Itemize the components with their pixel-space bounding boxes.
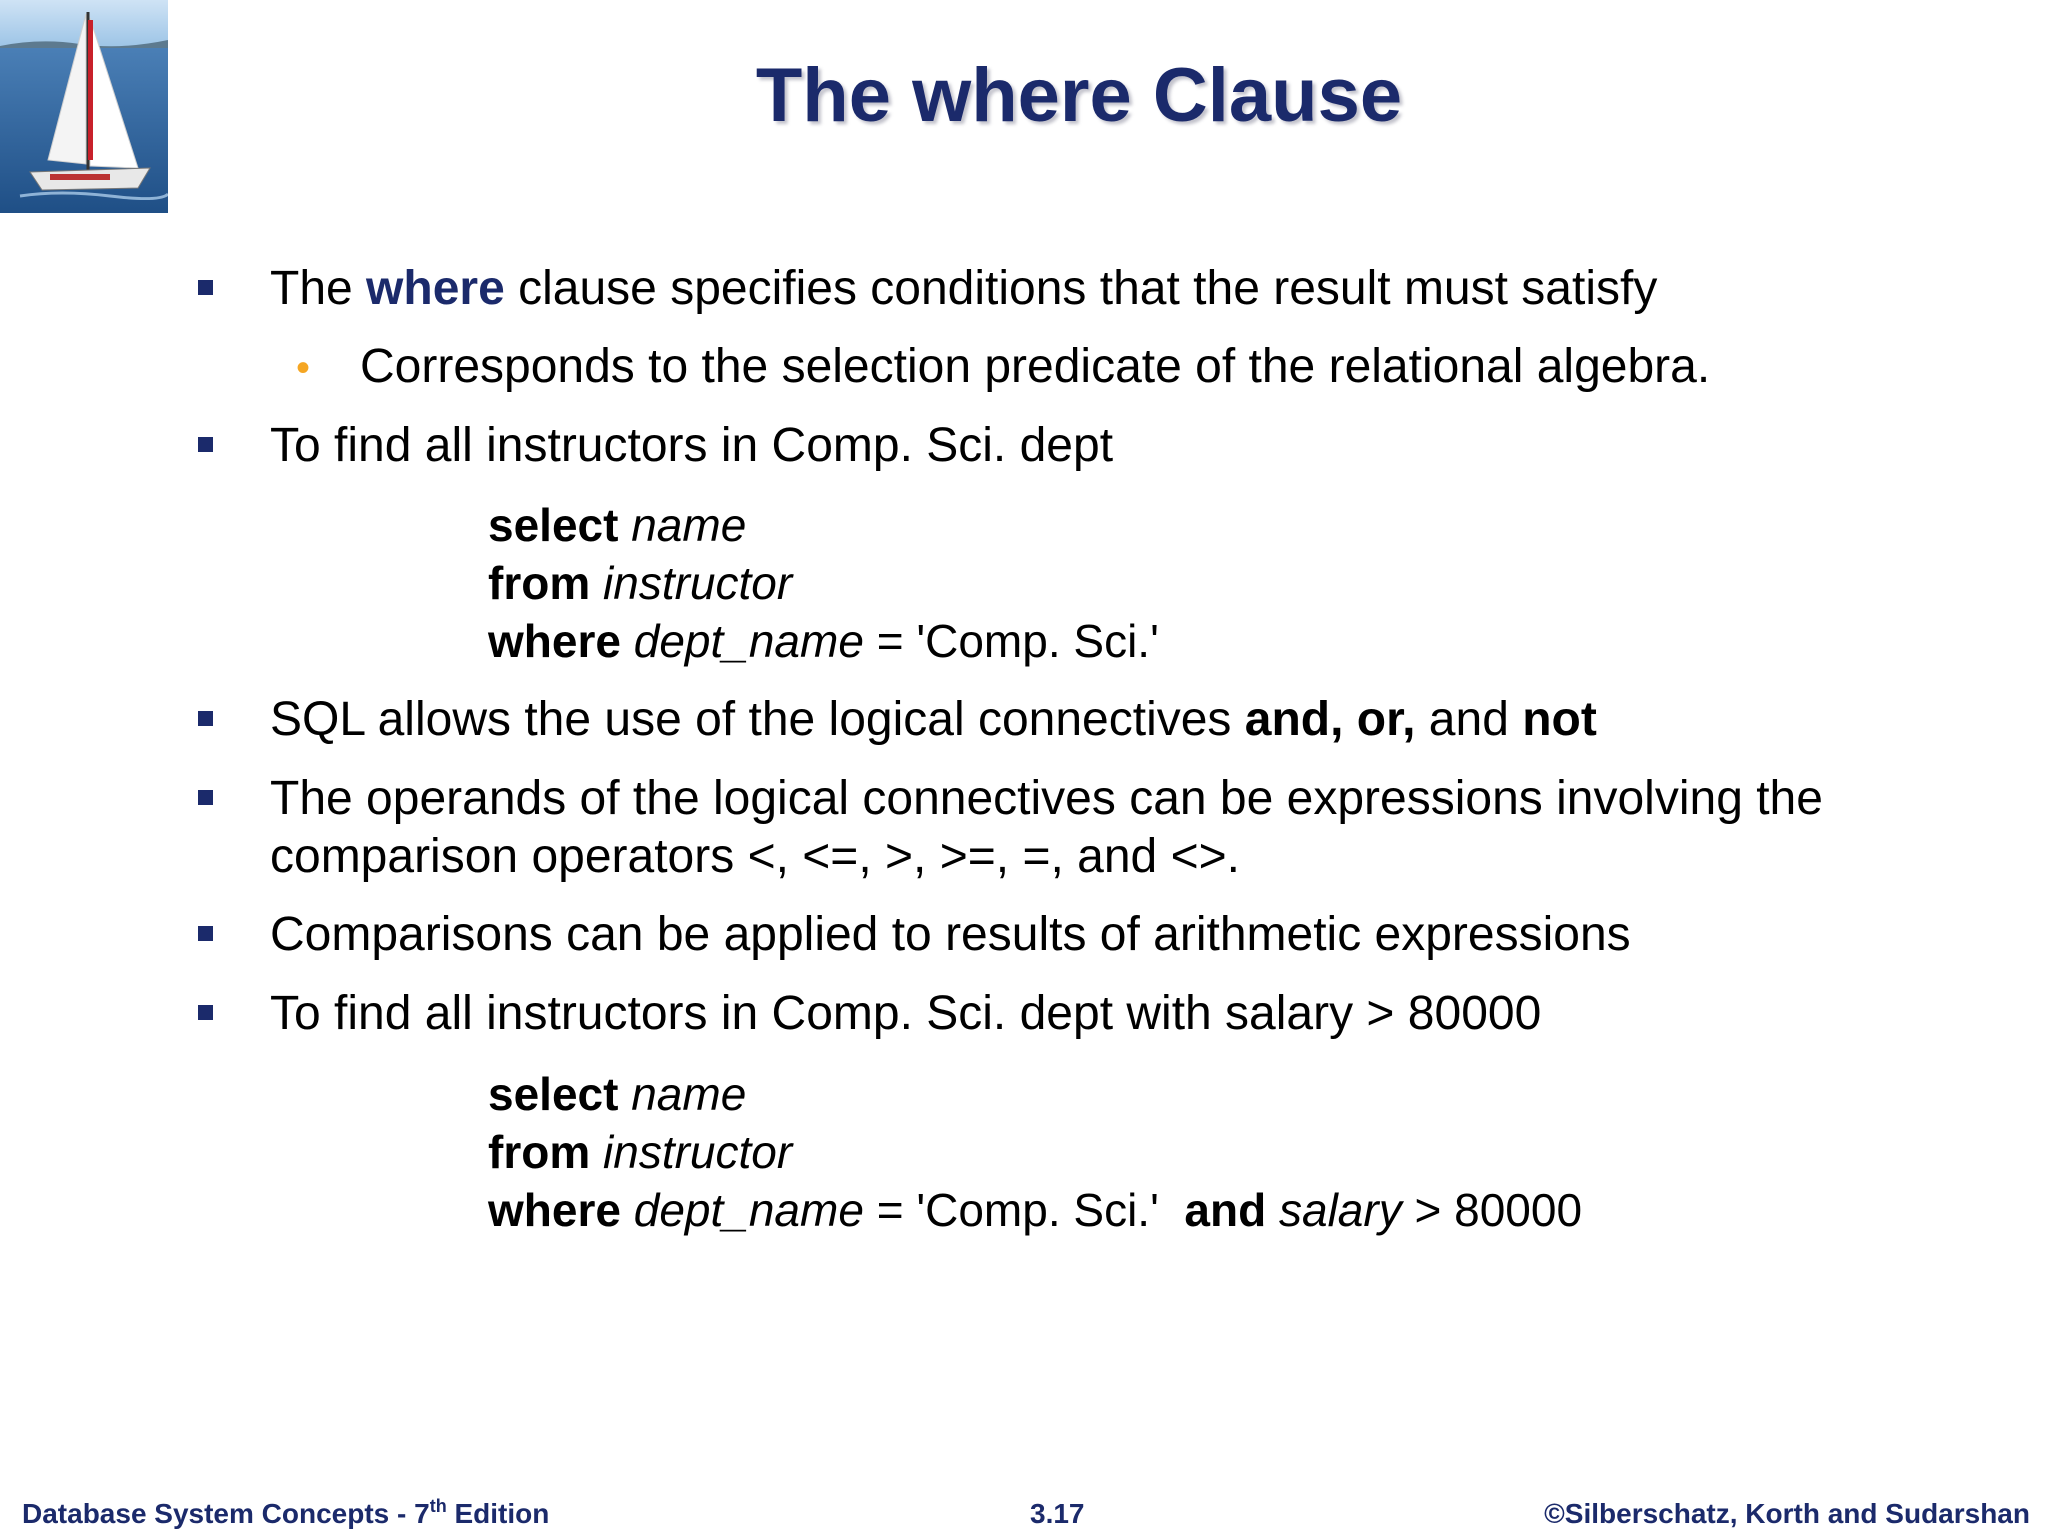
sql-keyword: select — [488, 1068, 619, 1120]
sql-keyword: and — [1184, 1184, 1267, 1236]
square-bullet-icon — [198, 1005, 213, 1020]
sql-line-select — [488, 496, 746, 554]
footer-copyright: ©Silberschatz, Korth and Sudarshan — [1544, 1498, 2030, 1529]
footer-superscript: th — [429, 1496, 447, 1516]
square-bullet-icon — [198, 437, 213, 452]
bullet-find-instructors: To find all instructors in Comp. Sci. dept — [270, 419, 1114, 472]
sql-identifier: instructor — [603, 1126, 793, 1178]
sql-keyword: where — [488, 615, 621, 667]
square-bullet-icon — [198, 926, 213, 941]
bullet-logical-connectives — [270, 691, 1597, 749]
bullet-text: The — [270, 262, 367, 315]
square-bullet-icon — [198, 280, 213, 295]
sql-line-where — [488, 1181, 1582, 1239]
square-bullet-icon — [198, 790, 213, 805]
footer-text: Database System Concepts - 7 — [22, 1498, 430, 1529]
footer-text: Edition — [446, 1498, 550, 1529]
keyword-where: where — [366, 262, 505, 315]
slide-title: The where Clause — [755, 53, 1403, 138]
footer-page-number: 3.17 — [1030, 1498, 1085, 1529]
sql-identifier: name — [631, 499, 747, 551]
bullet-where-clause — [270, 260, 1657, 318]
sql-line-where — [488, 612, 1159, 670]
sql-keyword: from — [488, 557, 591, 609]
bullet-operands-line1: The operands of the logical connectives can be expressions involving the — [270, 772, 1823, 825]
sql-line-from — [488, 554, 792, 612]
bullet-text: clause specifies conditions that the result must satisfy — [504, 262, 1658, 315]
sql-literal: = 'Comp. Sci.' — [863, 615, 1159, 667]
keyword-and-or: and, or, — [1244, 693, 1416, 746]
sql-keyword: select — [488, 499, 619, 551]
sql-identifier: instructor — [603, 557, 793, 609]
sql-literal: = 'Comp. Sci.' — [863, 1184, 1185, 1236]
bullet-arithmetic: Comparisons can be applied to results of arithmetic expressions — [270, 908, 1631, 961]
round-bullet-icon: • — [296, 346, 311, 390]
sql-identifier: name — [631, 1068, 747, 1120]
sql-literal: > 80000 — [1401, 1184, 1583, 1236]
sql-keyword: where — [488, 1184, 621, 1236]
bullet-text: SQL allows the use of the logical connectives — [270, 693, 1245, 746]
sql-identifier: dept_name — [633, 615, 864, 667]
bullet-operands-line2: comparison operators <, <=, >, >=, =, and <>. — [270, 830, 1240, 883]
keyword-not: not — [1522, 693, 1597, 746]
sql-identifier: dept_name — [633, 1184, 864, 1236]
sql-line-from — [488, 1123, 792, 1181]
bullet-find-instructors-salary: To find all instructors in Comp. Sci. dept with salary > 80000 — [270, 987, 1542, 1040]
sql-line-select — [488, 1065, 746, 1123]
bullet-text: and — [1415, 693, 1523, 746]
sql-keyword: from — [488, 1126, 591, 1178]
sql-identifier: salary — [1278, 1184, 1402, 1236]
footer-book-title — [22, 1498, 549, 1530]
sub-bullet-selection-predicate: Corresponds to the selection predicate of the relational algebra. — [360, 340, 1711, 393]
square-bullet-icon — [198, 711, 213, 726]
